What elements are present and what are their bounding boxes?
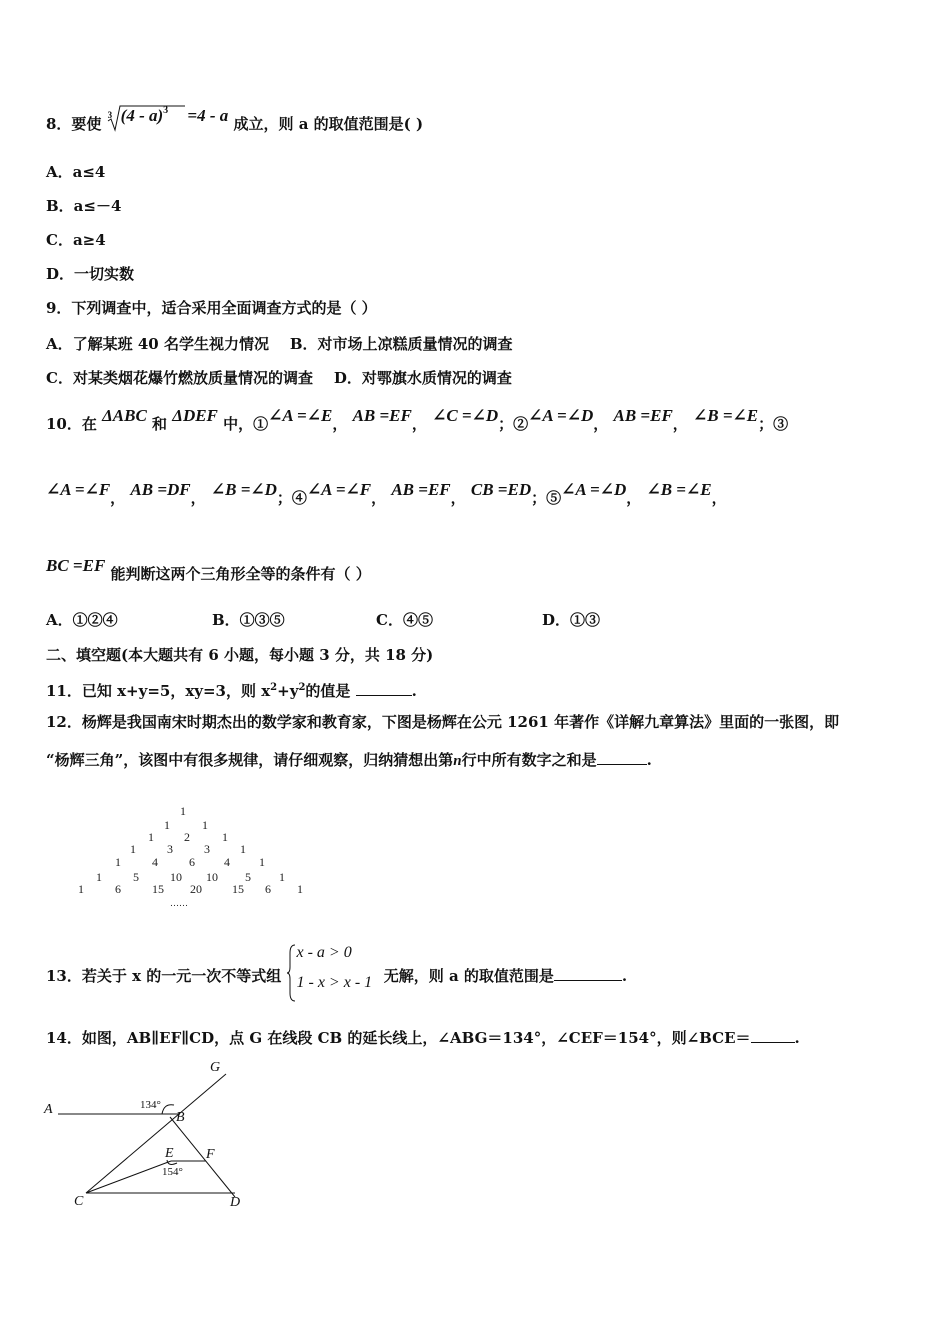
- q10-option-d: D．①③: [542, 611, 601, 629]
- triangle-cell: 1: [297, 882, 303, 896]
- triangle-cell: 1: [164, 818, 170, 832]
- yanghui-triangle: [70, 800, 320, 910]
- triangle-cell: 4: [224, 855, 230, 869]
- q10-line2: ∠A =∠F， AB =DF， ∠B =∠D；④∠A =∠F， AB =EF， CB =ED；⑤∠A =∠D， ∠B =∠E，: [46, 480, 727, 507]
- triangle-cell: 4: [152, 855, 158, 869]
- answer-blank[interactable]: [597, 750, 647, 765]
- angle-label-154: 154°: [162, 1166, 183, 1178]
- answer-blank[interactable]: [751, 1028, 795, 1043]
- inequality-system: x - a > 0 1 - x > x - 1: [287, 967, 379, 987]
- triangle-cell: 1: [202, 818, 208, 832]
- triangle-cell: 1: [96, 870, 102, 884]
- point-label-f: F: [206, 1147, 215, 1162]
- q11-stem: 11．已知 x+y=5，xy=3，则 $x^2+y^2$的值是 .: [46, 682, 417, 700]
- q9-options-line1: A．了解某班 40 名学生视力情况 B．对市场上凉糕质量情况的调查: [46, 335, 513, 353]
- triangle-cell: 15: [232, 882, 244, 896]
- triangle-cell: 3: [167, 842, 173, 856]
- triangle-cell: 1: [78, 882, 84, 896]
- triangle-cell: 6: [115, 882, 121, 896]
- q8-stem: 8．要使 3 (4 - a)$^3$ =4 - a 成立，则 a 的取值范围是( ): [46, 114, 423, 137]
- q10-line3: BC =EF 能判断这两个三角形全等的条件有（ ）: [46, 556, 371, 583]
- triangle-cell: 5: [133, 870, 139, 884]
- answer-blank[interactable]: [554, 966, 622, 981]
- triangle-cell: 1: [180, 804, 186, 818]
- line-ce: [86, 1161, 171, 1193]
- triangle-cell: 1: [130, 842, 136, 856]
- triangle-cell: 1: [279, 870, 285, 884]
- point-label-c: C: [74, 1194, 84, 1209]
- q8-radical: 3 (4 - a)$^3$: [107, 114, 168, 137]
- point-label-b: B: [176, 1110, 185, 1125]
- q9-stem: 9．下列调查中，适合采用全面调查方式的是（ ）: [46, 299, 377, 317]
- triangle-cell: 15: [152, 882, 164, 896]
- triangle-cell: 20: [190, 882, 202, 896]
- q9-options-line2: C．对某类烟花爆竹燃放质量情况的调查 D．对鄂旗水质情况的调查: [46, 369, 512, 387]
- section-heading: 二、填空题(本大题共有 6 小题，每小题 3 分，共 18 分): [46, 646, 434, 664]
- point-label-d: D: [230, 1195, 241, 1210]
- point-label-e: E: [165, 1146, 174, 1161]
- triangle-cell: 2: [184, 830, 190, 844]
- triangle-cell: 1: [240, 842, 246, 856]
- q8-option-b: B．a≤－4: [46, 197, 122, 215]
- triangle-cell: 1: [259, 855, 265, 869]
- triangle-cell: 3: [204, 842, 210, 856]
- triangle-cell: 1: [222, 830, 228, 844]
- q10-option-b: B．①③⑤: [212, 611, 285, 629]
- point-label-a: A: [44, 1102, 53, 1117]
- angle-arc-abg: [162, 1105, 174, 1114]
- triangle-cell: 5: [245, 870, 251, 884]
- q12-line1: 12．杨辉是我国南宋时期杰出的数学家和教育家，下图是杨辉在公元 1261 年著作《详解九章算法》里面的一张图，即: [46, 713, 840, 731]
- q13-stem: 13．若关于 x 的一元一次不等式组 x - a > 0 1 - x > x - 1 无解，则 a 的取值范围是 .: [46, 966, 627, 987]
- q14-stem: 14．如图，AB∥EF∥CD，点 G 在线段 CB 的延长线上，∠ABG＝134°，∠CEF＝154°，则∠BCE＝ .: [46, 1029, 800, 1047]
- triangle-cell: 6: [189, 855, 195, 869]
- q8-option-a: A．a≤4: [46, 163, 106, 181]
- triangle-ellipsis: ……: [170, 898, 188, 908]
- triangle-cell: 10: [170, 870, 182, 884]
- triangle-cell: 1: [148, 830, 154, 844]
- angle-label-134: 134°: [140, 1099, 161, 1111]
- triangle-cell: 1: [115, 855, 121, 869]
- answer-blank[interactable]: [356, 681, 412, 696]
- q8-option-d: D．一切实数: [46, 265, 135, 283]
- q10-option-c: C．④⑤: [376, 611, 433, 629]
- q10-line1: 10．在 ΔABC 和 ΔDEF 中，①∠A =∠E， AB =EF， ∠C =∠D；②∠A =∠D， AB =EF， ∠B =∠E；③: [46, 406, 789, 433]
- q8-option-c: C．a≥4: [46, 231, 106, 249]
- q10-option-a: A．①②④: [46, 611, 118, 629]
- q12-line2: “杨辉三角”，该图中有很多规律，请仔细观察，归纳猜想出第n行中所有数字之和是 .: [46, 751, 652, 769]
- left-brace-icon: [287, 943, 297, 1003]
- line-cg: [86, 1074, 226, 1193]
- q10-options: [46, 610, 906, 630]
- triangle-cell: 6: [265, 882, 271, 896]
- point-label-g: G: [210, 1060, 221, 1075]
- parallel-lines-figure: [40, 1055, 260, 1215]
- triangle-cell: 10: [206, 870, 218, 884]
- line-bd: [170, 1117, 235, 1197]
